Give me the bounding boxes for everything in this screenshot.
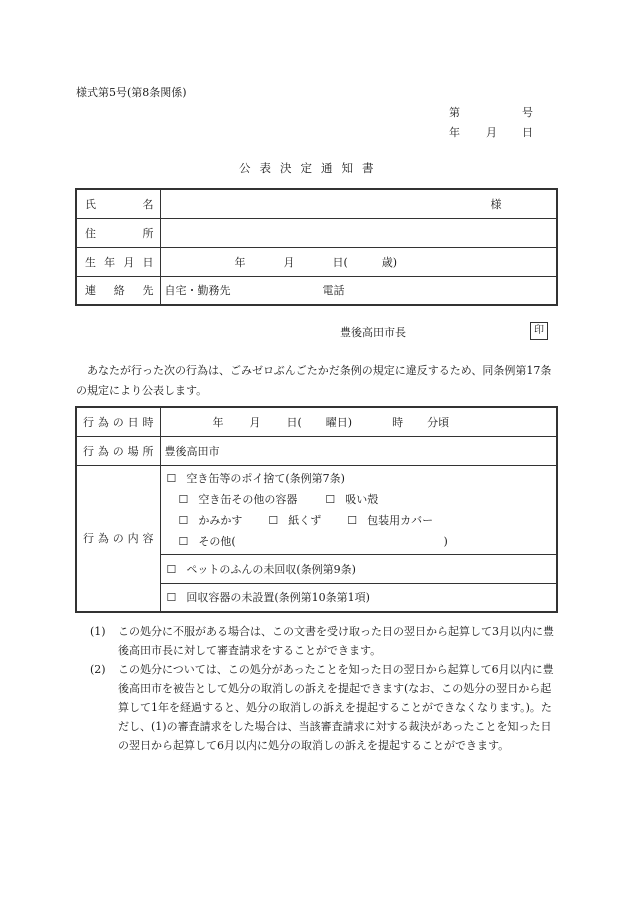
other-close-paren: ) <box>443 534 448 548</box>
dob-label: 生年月日 <box>85 255 154 269</box>
checkbox-dumping[interactable]: ☐ <box>166 471 177 485</box>
phone-label: 電話 <box>322 284 345 298</box>
contact-label: 連絡先 <box>85 284 154 298</box>
action-year: 年 <box>212 415 224 429</box>
note-1 <box>90 622 558 660</box>
place-value: 豊後高田市 <box>164 444 220 458</box>
action-table <box>75 406 558 613</box>
action-day: 日( <box>286 415 302 429</box>
dumping-items-line1 <box>165 489 553 510</box>
note-1-number: (1) <box>90 625 106 638</box>
note-2 <box>90 660 558 755</box>
action-minute: 分頃 <box>427 415 450 429</box>
seal-mark: 印 <box>530 322 548 340</box>
note-2-text: この処分については、この処分があったことを知った日の翌日から起算して6月以内に豊後高田市を被告として処分の取消しの訴えを提起できます(なお、この処分の翌日から起算して1年を経過すると、処分の取消しの訴えを提起することができなくなります。)。ただし、(1)の審査請求をした場合は、当該審査請求に対する裁決があったことを知った日の翌日から起算して6月以内に処分の取消しの訴えを提起することができます。 <box>118 663 554 752</box>
dumping-line <box>165 468 553 489</box>
dob-month: 月 <box>283 255 295 269</box>
action-month: 月 <box>249 415 261 429</box>
recipient-table <box>75 188 558 306</box>
checkbox-paper[interactable]: ☐ <box>268 513 279 527</box>
address-row <box>76 218 557 247</box>
dob-age: 歳) <box>381 255 398 269</box>
date-year: 年 <box>449 126 460 139</box>
item-wrapper: 包装用カバー <box>367 513 434 527</box>
doc-number-go: 号 <box>522 106 533 119</box>
datetime-label: 行為の日時 <box>83 415 154 429</box>
contact-row <box>76 276 557 305</box>
checkbox-collection[interactable]: ☐ <box>166 591 177 605</box>
item-other: その他( <box>198 534 236 548</box>
dob-row <box>76 247 557 276</box>
content-row-dumping <box>76 465 557 554</box>
body-text: あなたが行った次の行為は、ごみゼロぶんごたかだ条例の規定に違反するため、同条例第17条の規定により公表します。 <box>76 364 552 397</box>
item-container: 空き缶その他の容器 <box>198 492 298 506</box>
form-number: 様式第5号(第8条関係) <box>76 86 187 99</box>
action-hour: 時 <box>392 415 404 429</box>
place-row <box>76 436 557 465</box>
checkbox-gum[interactable]: ☐ <box>178 513 189 527</box>
dob-day: 日( <box>332 255 348 269</box>
date-day: 日 <box>522 126 533 139</box>
checkbox-wrapper[interactable]: ☐ <box>347 513 358 527</box>
item-paper: 紙くず <box>288 513 322 527</box>
note-1-text: この処分に不服がある場合は、この文書を受け取った日の翌日から起算して3月以内に豊後高田市長に対して審査請求をすることができます。 <box>118 625 554 657</box>
place-label: 行為の場所 <box>83 444 154 458</box>
item-gum: かみかす <box>198 513 243 527</box>
pet-label: ペットのふんの未回収(条例第9条) <box>186 562 356 576</box>
dumping-label: 空き缶等のポイ捨て(条例第7条) <box>186 471 345 485</box>
dumping-items-line2 <box>165 510 553 531</box>
issuer: 豊後高田市長 <box>340 326 406 339</box>
dumping-items-line3 <box>165 531 553 552</box>
item-butt: 吸い殻 <box>345 492 379 506</box>
checkbox-container[interactable]: ☐ <box>178 492 189 506</box>
date-month: 月 <box>486 126 497 139</box>
page-title: 公表決定通知書 <box>239 161 383 175</box>
note-2-number: (2) <box>90 663 106 676</box>
address-label: 住所 <box>85 226 154 240</box>
name-row <box>76 189 557 218</box>
checkbox-butt[interactable]: ☐ <box>325 492 336 506</box>
checkbox-pet[interactable]: ☐ <box>166 562 177 576</box>
datetime-row <box>76 407 557 436</box>
name-suffix: 様 <box>490 197 502 211</box>
contact-place: 自宅・勤務先 <box>164 284 231 298</box>
name-label: 氏名 <box>85 197 154 211</box>
action-weekday: 曜日) <box>325 415 353 429</box>
content-label: 行為の内容 <box>83 532 154 546</box>
checkbox-other[interactable]: ☐ <box>178 534 189 548</box>
doc-number-dai: 第 <box>449 106 460 119</box>
address-value <box>160 218 557 247</box>
dob-year: 年 <box>234 255 246 269</box>
collection-label: 回収容器の未設置(条例第10条第1項) <box>186 591 370 605</box>
